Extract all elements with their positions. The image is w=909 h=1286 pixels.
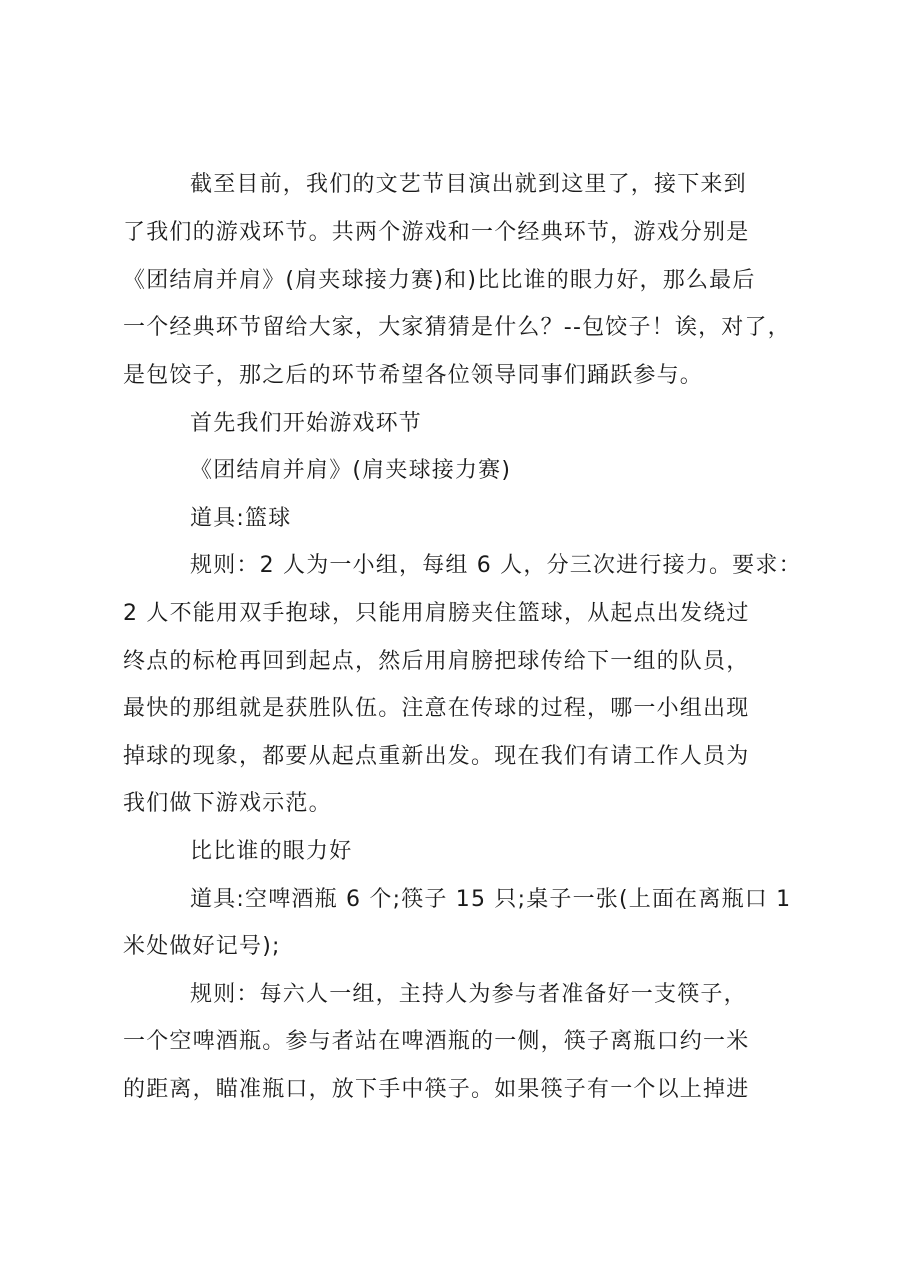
paragraph-line: 最快的那组就是获胜队伍。注意在传球的过程，哪一小组出现 — [123, 696, 750, 721]
paragraph-line: 一个经典环节留给大家，大家猜猜是什么？--包饺子！诶，对了， — [123, 315, 791, 340]
paragraph-line: 一个空啤酒瓶。参与者站在啤酒瓶的一侧，筷子离瓶口约一米 — [123, 1029, 750, 1054]
paragraph-line: 我们做下游戏示范。 — [123, 791, 332, 816]
section-heading: 首先我们开始游戏环节 — [190, 411, 423, 436]
paragraph-line: 截至目前，我们的文艺节目演出就到这里了，接下来到 — [190, 172, 747, 197]
rules-line: 规则：每六人一组，主持人为参与者准备好一支筷子， — [190, 982, 747, 1007]
paragraph-line: 的距离，瞄准瓶口，放下手中筷子。如果筷子有一个以上掉进 — [123, 1077, 750, 1102]
game-title: 《团结肩并肩》(肩夹球接力赛) — [190, 458, 512, 483]
paragraph-line: 掉球的现象，都要从起点重新出发。现在我们有请工作人员为 — [123, 744, 750, 769]
game-title: 比比谁的眼力好 — [190, 839, 353, 864]
props-line: 道具:空啤酒瓶 6 个;筷子 15 只;桌子一张(上面在离瓶口 1 — [190, 887, 792, 912]
paragraph-line: 2 人不能用双手抱球，只能用肩膀夹住篮球，从起点出发绕过 — [123, 601, 750, 626]
paragraph-line: 米处做好记号); — [123, 934, 281, 959]
rules-line: 规则：2 人为一小组，每组 6 人，分三次进行接力。要求： — [190, 553, 802, 578]
paragraph-line: 了我们的游戏环节。共两个游戏和一个经典环节，游戏分别是 — [123, 220, 750, 245]
paragraph-line: 是包饺子，那之后的环节希望各位领导同事们踊跃参与。 — [123, 363, 704, 388]
paragraph-line: 《团结肩并肩》(肩夹球接力赛)和)比比谁的眼力好，那么最后 — [123, 268, 756, 293]
paragraph-line: 终点的标枪再回到起点，然后用肩膀把球传给下一组的队员， — [123, 649, 750, 674]
props-line: 道具:篮球 — [190, 506, 292, 531]
